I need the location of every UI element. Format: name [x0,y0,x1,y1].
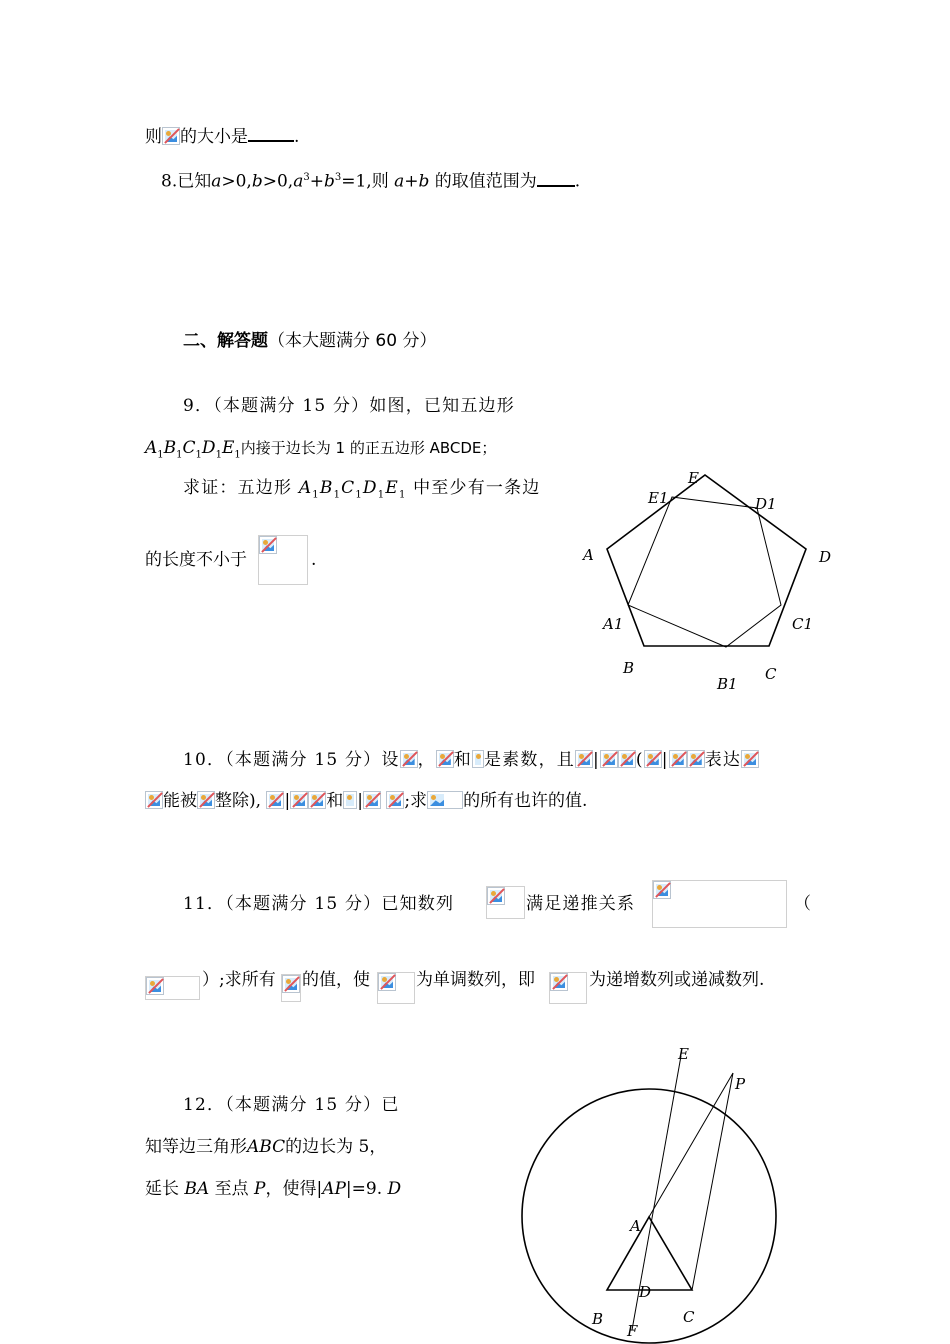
q12-line3: 延长 BA 至点 P，使得|AP|=9. D [145,1179,402,1199]
label-E1: E1 [648,489,669,507]
broken-image-icon [472,750,484,768]
broken-image-icon [550,973,568,991]
answer-blank [537,171,575,187]
label-C: C [683,1308,695,1326]
broken-image-icon [259,536,277,554]
broken-image-icon [197,791,215,809]
formula-image-frame [281,974,301,1002]
inner-pentagon [628,497,781,647]
q10-line2: 能被 整除), | 和 | ;求 的所有也许的值. [145,791,587,811]
broken-image-icon [386,791,404,809]
q9-line2: $A_1B_1C_1D_1E_1$内接于边长为 1 的正五边形 ABCDE； [145,438,497,461]
formula-image-frame [145,976,200,1000]
q12-line2: 知等边三角形ABC的边长为 5， [145,1137,387,1157]
label-B1: B1 [717,675,738,693]
label-C: C [765,665,777,683]
broken-image-icon [687,750,705,768]
formula-image-frame [549,972,587,1004]
label-E: E [688,469,699,487]
broken-image-icon [669,750,687,768]
broken-image-icon [487,887,505,905]
q9-line3: 求证：五边形 $A_1B_1C_1D_1E_1$ 中至少有一条边 [183,478,541,501]
label-E: E [678,1045,689,1063]
broken-image-icon [282,975,300,993]
broken-image-icon [290,791,308,809]
line-ap [649,1073,733,1217]
label-D1: D1 [755,495,777,513]
broken-image-icon [146,977,164,995]
q7-line: 则 的大小是 . [145,127,300,147]
formula-image-frame [258,535,308,585]
broken-image-icon [644,750,662,768]
broken-image-icon [741,750,759,768]
broken-image-icon [427,791,463,809]
q9-line1: 9．（本题满分 15 分）如图，已知五边形 [183,396,515,416]
broken-image-icon [653,881,671,899]
q8-line: 8.已知$a>0,b>0,a^3+b^3=1$,则 a+b 的取值范围为 . [161,171,581,192]
q12-line1: 12．（本题满分 15 分）已 [183,1095,400,1115]
q9-line4: 的长度不小于 [145,550,247,570]
answer-blank [248,126,294,142]
pentagon-figure [570,465,850,705]
circle-triangle-figure [510,1040,800,1344]
label-A1: A1 [603,615,624,633]
q10-line1: 10．（本题满分 15 分）设 ， 和 是素数，且 | ( | 表达 [183,750,759,770]
broken-image-icon [343,791,357,809]
broken-image-icon [400,750,418,768]
section-heading: 二、解答题（本大题满分 60 分） [183,331,437,351]
formula-image-frame [377,972,415,1004]
broken-image-icon [363,791,381,809]
label-P: P [735,1075,746,1093]
broken-image-icon [378,973,396,991]
label-A: A [630,1217,641,1235]
label-A: A [583,546,594,564]
broken-image-icon [600,750,618,768]
label-D: D [819,548,832,566]
broken-image-icon [436,750,454,768]
broken-image-icon [308,791,326,809]
label-B: B [623,659,635,677]
q11-line1: 11．（本题满分 15 分）已知数列 [183,894,455,914]
label-D: D [639,1283,652,1301]
broken-image-icon [575,750,593,768]
formula-image-frame [486,886,525,919]
broken-image-icon [145,791,163,809]
broken-image-icon [162,127,180,145]
triangle-abc [607,1217,692,1290]
formula-image-frame [652,880,787,928]
broken-image-icon [266,791,284,809]
label-C1: C1 [792,615,814,633]
label-F: F [627,1322,638,1340]
broken-image-icon [618,750,636,768]
label-B: B [592,1310,604,1328]
